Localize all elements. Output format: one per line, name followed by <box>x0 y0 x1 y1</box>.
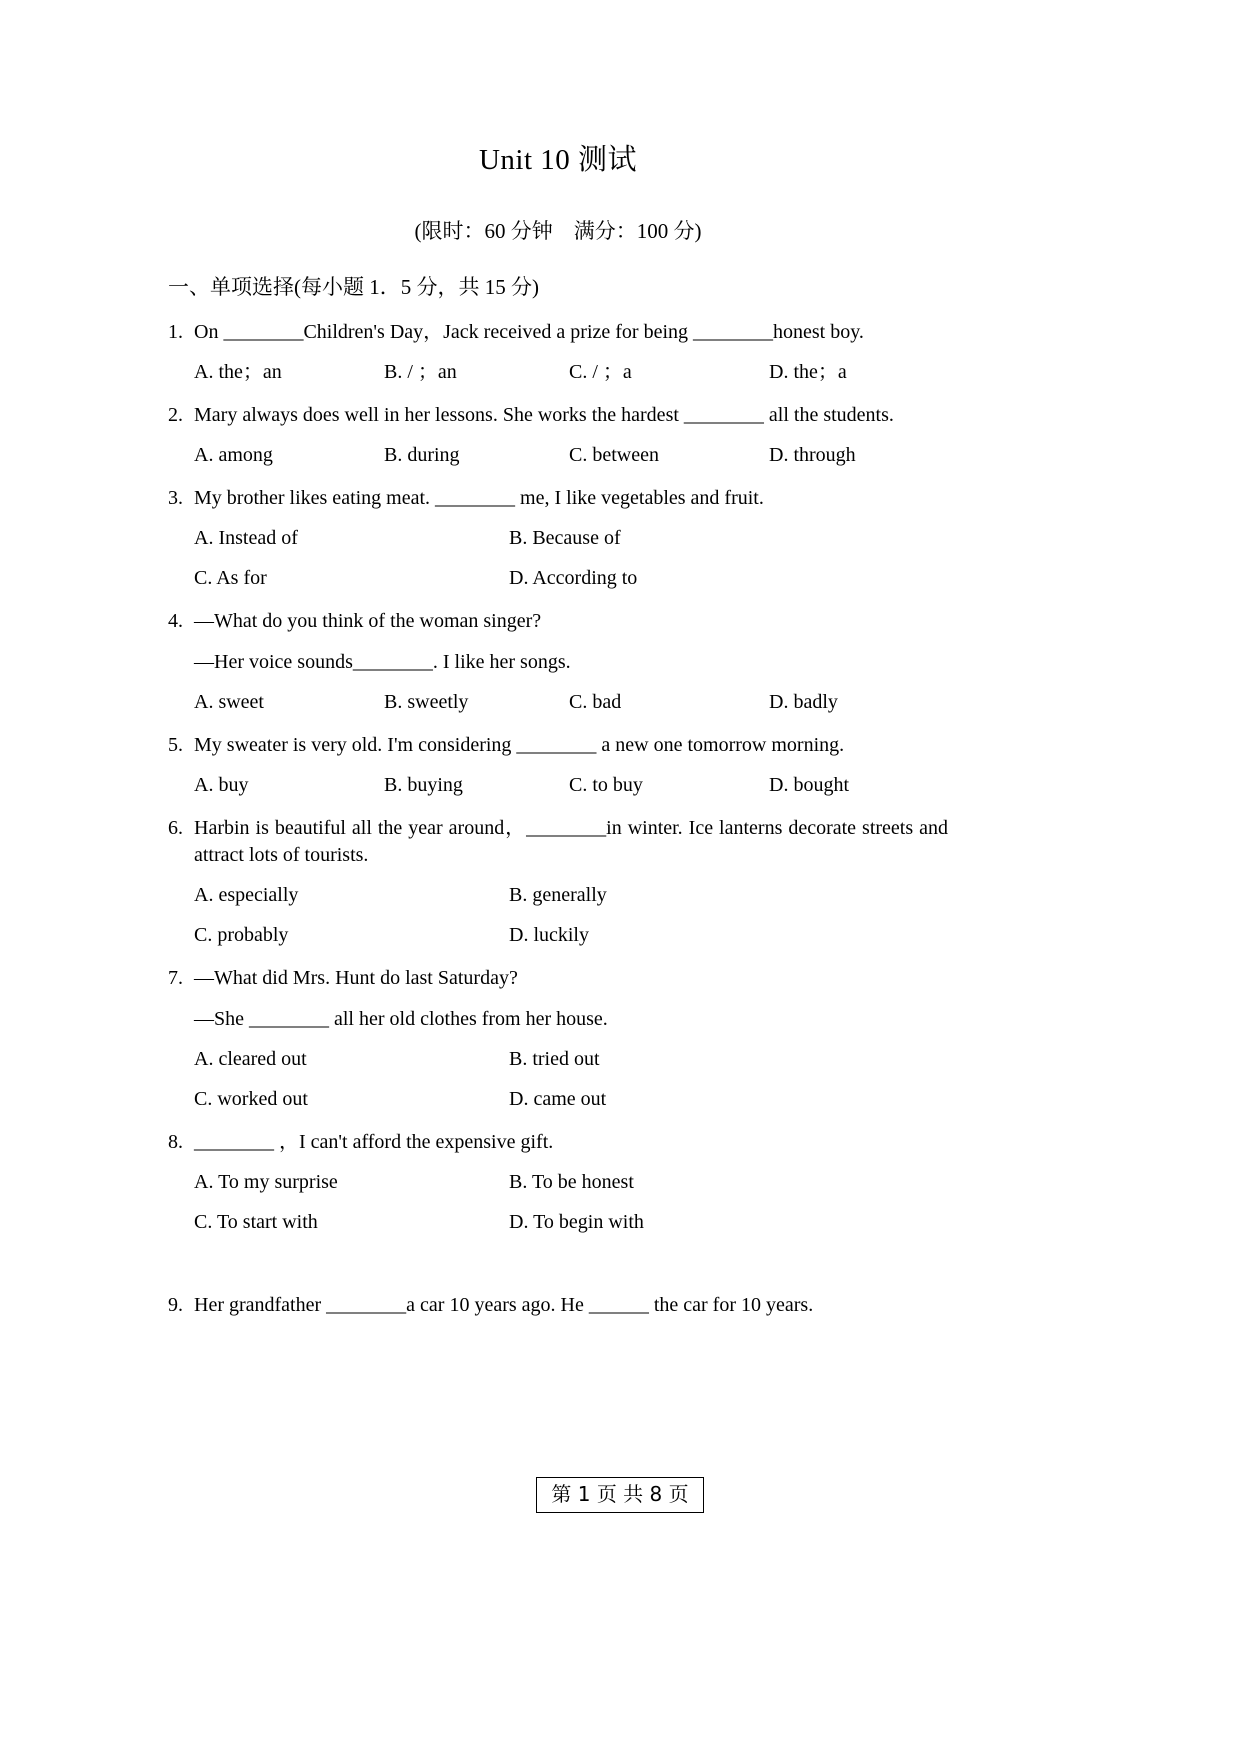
question-6-option-a[interactable]: A. especially <box>194 884 299 906</box>
question-6-options-row-2 <box>194 922 948 949</box>
question-4-option-b[interactable]: B. sweetly <box>384 691 469 713</box>
question-6 <box>168 815 948 949</box>
question-8-options-row-1 <box>194 1169 948 1196</box>
question-5-stem <box>168 732 948 759</box>
question-6-option-b[interactable]: B. generally <box>509 884 607 906</box>
question-1-option-a[interactable]: A. the；an <box>194 361 282 383</box>
question-7-answer-line: —She ________ all her old clothes from her house. <box>194 1008 608 1030</box>
question-8-options <box>168 1169 948 1236</box>
question-3-options <box>168 525 948 592</box>
question-6-stem <box>168 815 948 869</box>
question-4-stem <box>168 608 948 635</box>
question-8-stem <box>168 1129 948 1156</box>
question-4-answer-line: —Her voice sounds________. I like her songs. <box>194 651 571 673</box>
question-7-options <box>168 1046 948 1113</box>
question-5-options <box>168 772 948 799</box>
question-9 <box>168 1292 948 1319</box>
question-6-options-row-1 <box>194 882 948 909</box>
question-2-option-b[interactable]: B. during <box>384 444 460 466</box>
question-7-number: 7. <box>168 967 183 989</box>
question-5-text: My sweater is very old. I'm considering ________ a new one tomorrow morning. <box>194 734 845 756</box>
question-6-option-d[interactable]: D. luckily <box>509 924 589 946</box>
question-4-text: —What do you think of the woman singer? <box>194 610 542 632</box>
question-4-option-c[interactable]: C. bad <box>569 691 622 713</box>
question-7-option-a[interactable]: A. cleared out <box>194 1048 307 1070</box>
page-content <box>168 140 948 1319</box>
exam-meta-line: (限时：60 分钟 满分：100 分) <box>414 219 702 243</box>
question-7-stem <box>168 965 948 992</box>
question-3-option-a[interactable]: A. Instead of <box>194 527 298 549</box>
question-1-option-c[interactable]: C. / ；a <box>569 361 632 383</box>
question-6-number: 6. <box>168 817 183 839</box>
question-8-option-a[interactable]: A. To my surprise <box>194 1171 338 1193</box>
question-2-option-a[interactable]: A. among <box>194 444 273 466</box>
question-1-stem <box>168 319 948 346</box>
question-3-option-b[interactable]: B. Because of <box>509 527 621 549</box>
question-2-option-c[interactable]: C. between <box>569 444 659 466</box>
question-1-number: 1. <box>168 321 183 343</box>
question-5-option-d[interactable]: D. bought <box>769 774 849 796</box>
page-number-label: 第 1 页 共 8 页 <box>536 1477 703 1513</box>
question-2 <box>168 402 948 469</box>
question-1-options <box>168 359 948 386</box>
question-3-number: 3. <box>168 487 183 509</box>
question-8-option-d[interactable]: D. To begin with <box>509 1211 644 1233</box>
section-heading-single-choice: 一、单项选择(每小题 1．5 分，共 15 分) <box>168 275 539 299</box>
question-1 <box>168 319 948 386</box>
question-2-number: 2. <box>168 404 183 426</box>
question-7 <box>168 965 948 1113</box>
question-3-options-row-1 <box>194 525 948 552</box>
question-8-number: 8. <box>168 1131 183 1153</box>
question-3-stem <box>168 485 948 512</box>
question-6-options <box>168 882 948 949</box>
question-8-options-row-2 <box>194 1209 948 1236</box>
question-6-text: Harbin is beautiful all the year around，________in winter. Ice lanterns decorate streets and attract lots of tourists. <box>194 817 948 866</box>
question-3 <box>168 485 948 592</box>
question-1-option-b[interactable]: B. / ；an <box>384 361 457 383</box>
question-2-text: Mary always does well in her lessons. She works the hardest ________ all the students. <box>194 404 894 426</box>
question-5-option-a[interactable]: A. buy <box>194 774 249 796</box>
question-4-options <box>168 689 948 716</box>
question-9-stem <box>168 1292 948 1319</box>
question-3-options-row-2 <box>194 565 948 592</box>
question-4-number: 4. <box>168 610 183 632</box>
page-break-gap <box>168 1236 948 1276</box>
question-3-option-c[interactable]: C. As for <box>194 567 267 589</box>
question-5-option-c[interactable]: C. to buy <box>569 774 643 796</box>
question-3-text: My brother likes eating meat. ________ me, I like vegetables and fruit. <box>194 487 764 509</box>
question-6-option-c[interactable]: C. probably <box>194 924 289 946</box>
question-8 <box>168 1129 948 1236</box>
question-4-option-a[interactable]: A. sweet <box>194 691 264 713</box>
question-8-option-c[interactable]: C. To start with <box>194 1211 318 1233</box>
question-9-text: Her grandfather ________a car 10 years ago. He ______ the car for 10 years. <box>194 1294 814 1316</box>
question-1-option-d[interactable]: D. the；a <box>769 361 847 383</box>
question-4 <box>168 608 948 716</box>
question-1-text: On ________Children's Day，Jack received a prize for being ________honest boy. <box>194 321 864 343</box>
question-7-option-c[interactable]: C. worked out <box>194 1088 308 1110</box>
page-footer <box>0 1477 1240 1513</box>
question-5-number: 5. <box>168 734 183 756</box>
question-4-option-d[interactable]: D. badly <box>769 691 838 713</box>
question-9-number: 9. <box>168 1294 183 1316</box>
page-title: Unit 10 测试 <box>478 144 638 176</box>
question-3-option-d[interactable]: D. According to <box>509 567 638 589</box>
question-7-options-row-2 <box>194 1086 948 1113</box>
question-2-stem <box>168 402 948 429</box>
question-5 <box>168 732 948 799</box>
question-8-option-b[interactable]: B. To be honest <box>509 1171 634 1193</box>
question-2-option-d[interactable]: D. through <box>769 444 856 466</box>
question-7-option-d[interactable]: D. came out <box>509 1088 607 1110</box>
question-7-options-row-1 <box>194 1046 948 1073</box>
question-7-text: —What did Mrs. Hunt do last Saturday? <box>194 967 518 989</box>
question-2-options <box>168 442 948 469</box>
question-5-option-b[interactable]: B. buying <box>384 774 463 796</box>
question-7-option-b[interactable]: B. tried out <box>509 1048 600 1070</box>
question-8-text: ________ ，I can't afford the expensive gift. <box>194 1131 554 1153</box>
